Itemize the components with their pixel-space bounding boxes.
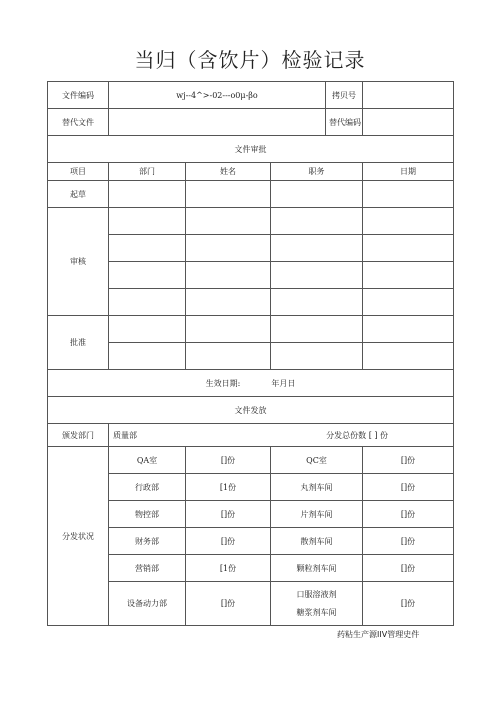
dist-copies[interactable]: []份 — [363, 447, 454, 474]
review-name-cell[interactable] — [186, 262, 271, 289]
replace-doc-value — [109, 109, 326, 136]
effective-date-row — [48, 370, 454, 397]
draft-department-cell[interactable] — [109, 181, 186, 208]
dist-copies[interactable]: []份 — [186, 501, 271, 528]
total-copies-label: 分发总份数 [ ] 份 — [326, 430, 389, 440]
dist-dept: 颗粒剂车间 — [271, 555, 363, 582]
review-name-cell[interactable] — [186, 208, 271, 235]
document-title: 当归（含饮片）检验记录 — [134, 48, 366, 72]
doc-code-value: wj--4^>-02---o0μ-βo — [109, 82, 326, 109]
approve-date-cell[interactable] — [363, 316, 454, 343]
effective-date-value: 年月日 — [271, 378, 296, 388]
approve-position-cell[interactable] — [271, 316, 363, 343]
dist-dept: 营销部 — [109, 555, 186, 582]
replace-code-value — [363, 109, 454, 136]
review-name-cell[interactable] — [186, 235, 271, 262]
approve-date-cell[interactable] — [363, 343, 454, 370]
header-name: 姓名 — [186, 163, 271, 181]
inspection-record-form — [47, 81, 454, 626]
dist-copies[interactable]: []份 — [186, 582, 271, 626]
replace-code-label: 替代编码 — [326, 109, 363, 136]
dist-dept: 物控部 — [109, 501, 186, 528]
dist-copies[interactable]: [1份 — [186, 555, 271, 582]
dist-dept-oral-syrup — [271, 582, 363, 626]
effective-date-label: 生效日期: — [205, 378, 241, 388]
distribution-status-label: 分发状况 — [48, 447, 109, 626]
dist-dept: 片剂车间 — [271, 501, 363, 528]
review-date-cell[interactable] — [363, 235, 454, 262]
issuing-dept-label: 颁发部门 — [48, 424, 109, 447]
header-position: 职务 — [271, 163, 363, 181]
dist-copies[interactable]: []份 — [363, 555, 454, 582]
review-position-cell[interactable] — [271, 235, 363, 262]
review-position-cell[interactable] — [271, 289, 363, 316]
doc-code-label: 文件编码 — [48, 82, 109, 109]
review-date-cell[interactable] — [363, 262, 454, 289]
dist-copies[interactable]: []份 — [363, 474, 454, 501]
review-department-cell[interactable] — [109, 208, 186, 235]
review-date-cell[interactable] — [363, 289, 454, 316]
approve-label: 批准 — [48, 316, 109, 370]
dist-dept: 行政部 — [109, 474, 186, 501]
dist-dept: 散剂车间 — [271, 528, 363, 555]
dist-copies[interactable]: []份 — [363, 501, 454, 528]
review-department-cell[interactable] — [109, 262, 186, 289]
review-label: 审核 — [48, 208, 109, 316]
approve-name-cell[interactable] — [186, 316, 271, 343]
header-date: 日期 — [363, 163, 454, 181]
review-position-cell[interactable] — [271, 262, 363, 289]
dist-copies[interactable]: []份 — [363, 582, 454, 626]
review-department-cell[interactable] — [109, 289, 186, 316]
copy-no-label: 拷贝号 — [326, 82, 363, 109]
draft-name-cell[interactable] — [186, 181, 271, 208]
issuing-dept-cell — [109, 424, 454, 447]
copy-no-value — [363, 82, 454, 109]
draft-label: 起草 — [48, 181, 109, 208]
dist-copies[interactable]: []份 — [186, 447, 271, 474]
draft-date-cell[interactable] — [363, 181, 454, 208]
distribution-section-title: 文件发放 — [48, 397, 454, 424]
replace-doc-label: 替代文件 — [48, 109, 109, 136]
dist-copies[interactable]: []份 — [363, 528, 454, 555]
dist-dept: 丸剂车间 — [271, 474, 363, 501]
draft-position-cell[interactable] — [271, 181, 363, 208]
approve-name-cell[interactable] — [186, 343, 271, 370]
approve-department-cell[interactable] — [109, 343, 186, 370]
review-position-cell[interactable] — [271, 208, 363, 235]
approve-department-cell[interactable] — [109, 316, 186, 343]
dist-dept-line2: 糖浆剂车间 — [296, 607, 337, 617]
dist-dept-qa: QA室 — [109, 447, 186, 474]
header-item: 项目 — [48, 163, 109, 181]
dist-dept-qc: QC室 — [271, 447, 363, 474]
header-department: 部门 — [109, 163, 186, 181]
dist-copies[interactable]: [1份 — [186, 474, 271, 501]
dist-copies[interactable]: []份 — [186, 528, 271, 555]
dist-dept: 财务部 — [109, 528, 186, 555]
review-name-cell[interactable] — [186, 289, 271, 316]
dist-dept-line1: 口服溶液剂 — [296, 589, 337, 599]
approve-position-cell[interactable] — [271, 343, 363, 370]
dist-dept: 设备动力部 — [109, 582, 186, 626]
issuing-dept-value: 质量部 — [113, 430, 137, 440]
review-department-cell[interactable] — [109, 235, 186, 262]
footer-note: 药粘生产源IIV管理史件 — [337, 630, 420, 639]
approval-section-title: 文件审批 — [48, 136, 454, 163]
review-date-cell[interactable] — [363, 208, 454, 235]
